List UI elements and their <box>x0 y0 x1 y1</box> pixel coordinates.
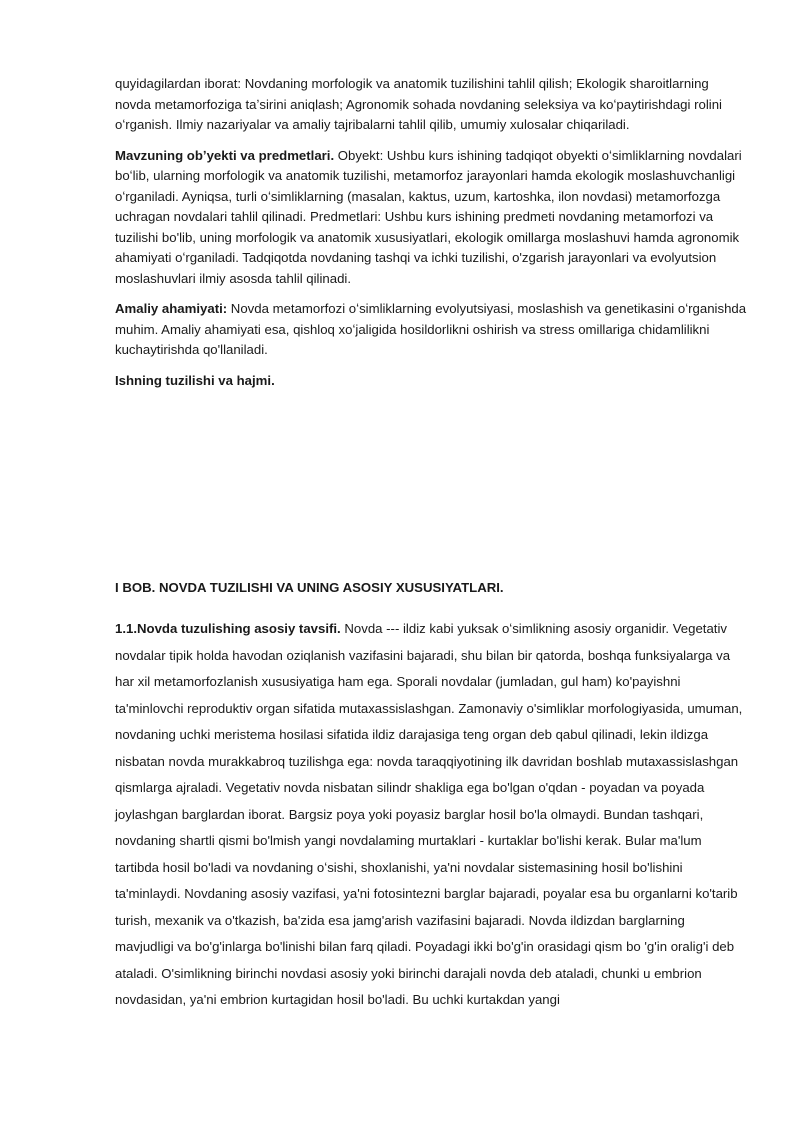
subsection-title: 1.1.Novda tuzulishing asosiy tavsifi. <box>115 621 341 636</box>
intro-paragraph <box>115 74 747 136</box>
chapter-heading: I BOB. NOVDA TUZILISHI VA UNING ASOSIY XUSUSIYATLARI. <box>115 580 504 595</box>
structure-title: Ishning tuzilishi va hajmi. <box>115 372 275 388</box>
intro-text: quyidagilardan iborat: Novdaning morfologik va anatomik tuzilishini tahlil qilish; Ekologik sharoitlarning novda metamorfoziga taʼsirini aniqlash; Agronomik sohada novdaning seleksiya va koʻpaytirishdagi rolini oʻrganish. Ilmiy nazariyalar va amaliy tajribalarni tahlil qilib, umumiy xulosalar chiqariladi. <box>115 76 722 132</box>
object-paragraph <box>115 146 747 290</box>
structure-paragraph <box>115 371 747 392</box>
practical-title: Amaliy ahamiyati: <box>115 301 228 316</box>
subsection-paragraph <box>115 616 747 1014</box>
subsection-text: Novda --- ildiz kabi yuksak oʻsimlikning asosiy organidir. Vegetativ novdalar tipik holda havodan oziqlanish vazifasini bajaradi, shu bilan bir qatorda, boshqa funksiyalarga va har xil metamorfozlanish xususiyatiga ham ega. Sporali novdalar (jumladan, gul ham) ko'payishni ta'minlovchi reproduktiv organ sifatida mutaxassislashgan. Zamonaviy o'simliklar morfologiyasida, umuman, novdaning uchki meristema hosilasi sifatida ildiz darajasiga teng organ deb qabul qilinadi, lekin ildizga nisbatan novda murakkabroq tuzilishga ega: novda taraqqiyotining ilk davridan boshlab mutaxassislashgan qismlarga ajraladi. Vegetativ novda nisbatan silindr shakliga ega bo'lgan o'qdan - poyadan va poyada joylashgan barglardan iborat. Bargsiz poya yoki poyasiz barglar hosil bo'la olmaydi. Bundan tashqari, novdaning shartli qismi bo'lmish yangi novdalaming murtaklari - kurtaklar bo'lishi kerak. Bular ma'lum tartibda hosil bo'ladi va novdaning oʻsishi, shoxlanishi, ya'ni novdalar sistemasining hosil bo'lishini ta'minlaydi. Novdaning asosiy vazifasi, ya'ni fotosintezni barglar bajaradi, poyalar esa bu organlarni ko'tarib turish, mexanik va o'tkazish, ba'zida esa jamg'arish vazifasini bajaradi. Novda ildizdan barglarning mavjudligi va bo'g'inlarga bo'linishi bilan farq qiladi. Poyadagi ikki bo'g'in orasidagi qism bo 'g'in oralig'i deb ataladi. O'simlikning birinchi novdasi asosiy yoki birinchi darajali novda deb ataladi, chunki u embrion novdasidan, ya'ni embrion kurtagidan hosil bo'ladi. Bu uchki kurtakdan yangi <box>115 621 743 1007</box>
document-page <box>115 74 747 1014</box>
practical-paragraph <box>115 299 747 361</box>
object-text: Obyekt: Ushbu kurs ishining tadqiqot obyekti oʻsimliklarning novdalari boʻlib, ularning morfologik va anatomik tuzilishi, metamorfoz jarayonlari hamda ekologik moslashuvchanligi oʻrganiladi. Ayniqsa, turli oʻsimliklarning (masalan, kaktus, uzum, kartoshka, ilon novdasi) metamorfozga uchragan novdalari tahlil qilinadi. Predmetlari: Ushbu kurs ishining predmeti novdaning metamorfozi va tuzilishi bo'lib, uning morfologik va anatomik xususiyatlari, ekologik omillarga moslashuvi hamda agronomik ahamiyati oʻrganiladi. Tadqiqotda novdaning tashqi va ichki tuzilishi, o'zgarish jarayonlari va evolyutsion moslashuvlari ilmiy asosda tahlil qilinadi. <box>115 147 742 286</box>
object-title: Mavzuning obʼyekti va predmetlari. <box>115 147 335 163</box>
practical-text: Novda metamorfozi oʻsimliklarning evolyutsiyasi, moslashish va genetikasini oʻrganishda muhim. Amaliy ahamiyati esa, qishloq xoʻjaligida hosildorlikni oshirish va stress omillariga chidamlilikni kuchaytirishda qo'llaniladi. <box>115 301 747 357</box>
blank-space <box>115 401 747 578</box>
